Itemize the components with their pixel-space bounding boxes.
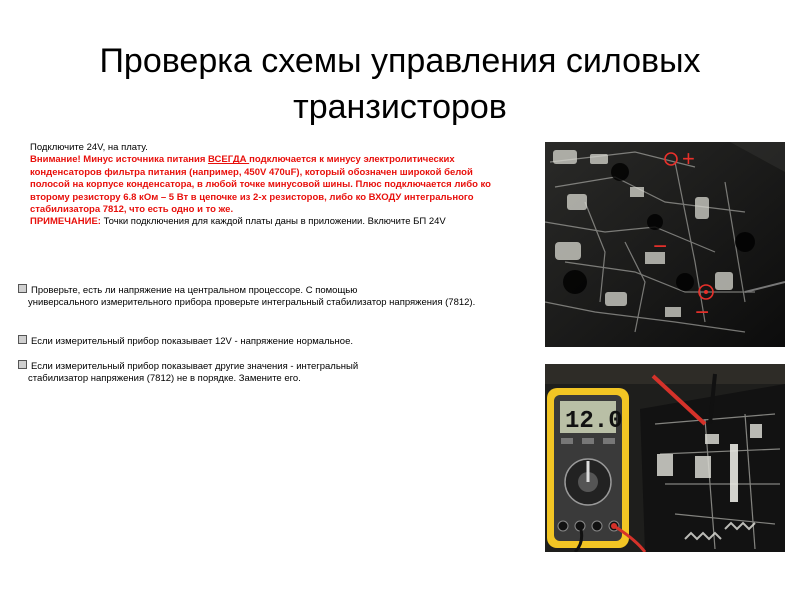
note-paragraph: [30, 216, 510, 228]
circuit-board-photo: [545, 142, 785, 347]
checkbox-bullet-icon: [18, 284, 27, 293]
minus-marker: −: [653, 233, 668, 260]
note-text: Точки подключения для каждой платы даны в приложении. Включите БП 24V: [100, 216, 446, 228]
bullet-1-line1: Проверьте, есть ли напряжение на центральном процессоре. С помощью: [31, 285, 358, 296]
warning-paragraph: [30, 154, 510, 216]
bullet-item-2: [18, 335, 488, 348]
note-label: ПРИМЕЧАНИЕ:: [30, 216, 101, 228]
bullet-item-3: [18, 360, 488, 386]
warning-always: ВСЕГДА: [208, 154, 250, 166]
warning-text-b: подключается к минусу электролитических конденсаторов фильтра питания (например, 450V 470uF), который обозначен широкой белой полосой на корпусе конденсатора, в любой точке минусовой шины. Плюс подключается либо ко второму резистору 6.8 кОм – 5 Вт в цепочке из 2-х резисторов, либо ко ВХОДУ интегрального стабилизатора 7812, что есть одно и то же.: [30, 154, 491, 216]
checkbox-bullet-icon: [18, 335, 27, 344]
intro-paragraph: [30, 142, 510, 229]
checkbox-bullet-icon: [18, 360, 27, 369]
meter-display: 12.0: [565, 408, 623, 435]
title-line-2: транзисторов: [293, 88, 507, 126]
minus-marker-2: −: [695, 299, 710, 326]
title-line-1: Проверка схемы управления силовых: [99, 42, 701, 80]
warning-text-a: Минус источника питания: [80, 154, 209, 166]
bullet-3-line1: Если измерительный прибор показывает другие значения - интегральный: [31, 361, 359, 372]
intro-line: Подключите 24V, на плату.: [30, 142, 148, 153]
bullet-2-line1: Если измерительный прибор показывает 12V - напряжение нормальное.: [31, 336, 354, 347]
plus-marker: +: [682, 146, 695, 171]
bullet-3-rest: стабилизатор напряжения (7812) не в порядке. Замените его.: [28, 373, 301, 385]
bullet-1-rest: универсального измерительного прибора проверьте интегральный стабилизатор напряжения (7812).: [28, 297, 476, 309]
multimeter-photo: [545, 364, 785, 552]
warning-label: Внимание!: [30, 154, 81, 166]
bullet-item-1: [18, 284, 488, 310]
page-title: [20, 38, 780, 130]
